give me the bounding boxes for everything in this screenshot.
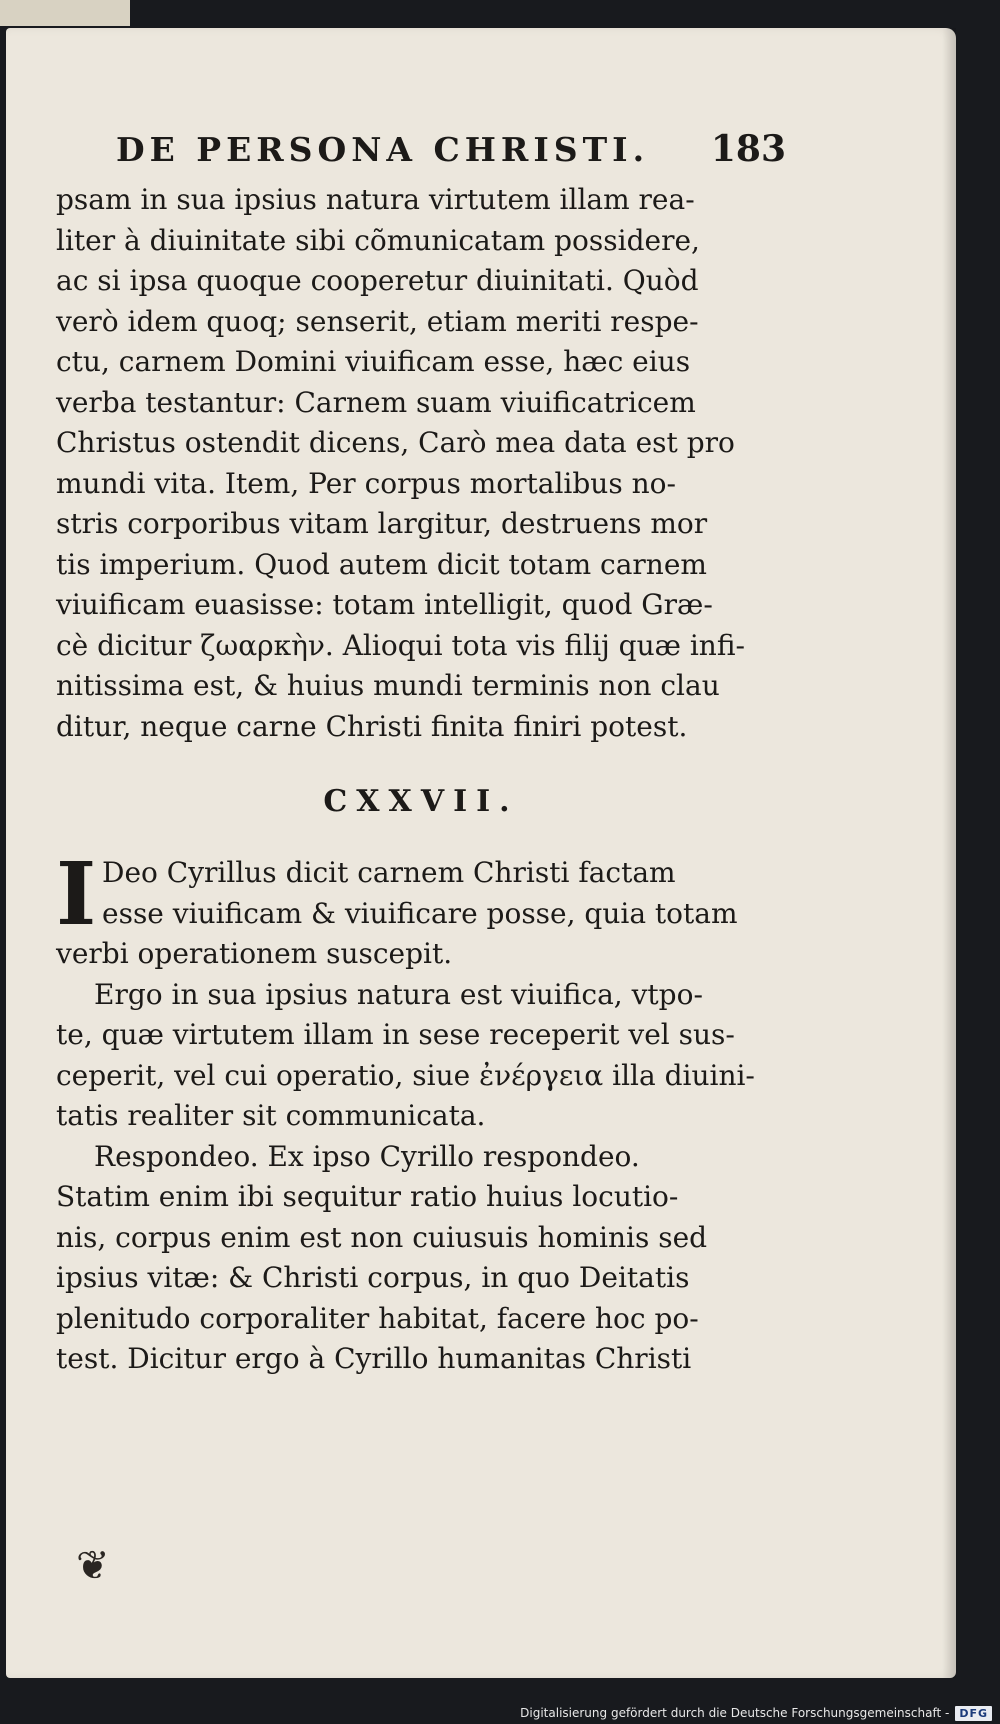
paragraph: [56, 975, 756, 1137]
credit-text: Digitalisierung gefördert durch die Deutsche Forschungsgemeinschaft -: [520, 1706, 950, 1720]
drop-cap: I: [56, 844, 97, 945]
text-line: verò idem quoq; senserit, etiam meriti respe-: [56, 304, 699, 338]
text-line: Ergo in sua ipsius natura est viuifica, vtpo-: [94, 977, 703, 1011]
text-line: Christus ostendit dicens, Carò mea data est pro: [56, 426, 735, 459]
ink-mark-icon: ❦: [76, 1543, 110, 1589]
text-line: cè dicitur ζωαρκὴν. Alioqui tota vis filij quæ infi-: [56, 628, 745, 662]
text-line: viuificam euasisse: totam intelligit, quod Græ-: [56, 588, 713, 621]
paragraph: [56, 1137, 756, 1380]
text-block: [56, 118, 786, 1380]
text-line: te, quæ virtutem illam in sese receperit vel sus-: [56, 1018, 735, 1051]
text-line: ipsius vitæ: & Christi corpus, in quo Deitatis: [56, 1261, 690, 1294]
page-tab-strip: [0, 0, 130, 26]
paragraph-drop-cap: [56, 844, 756, 975]
section-heading: CXXVII.: [323, 784, 519, 819]
text-line: ceperit, vel cui operatio, siue ἐνέργεια illa diuini-: [56, 1058, 755, 1092]
text-line: psam in sua ipsius natura virtutem illam rea-: [56, 183, 695, 216]
running-head: [56, 118, 786, 180]
text-line: ac si ipsa quoque cooperetur diuinitati. Quòd: [56, 264, 699, 297]
text-line: ditur, neque carne Christi finita finiri potest.: [56, 709, 688, 743]
dfg-logo: DFG: [955, 1706, 992, 1721]
page-number: 183: [710, 128, 786, 170]
text-line: liter à diuinitate sibi cõmunicatam possidere,: [56, 223, 700, 257]
text-line: tatis realiter sit communicata.: [56, 1099, 486, 1132]
digitization-credit: [520, 1704, 992, 1722]
text-line: plenitudo corporaliter habitat, facere hoc po-: [56, 1301, 699, 1335]
text-line: stris corporibus vitam largitur, destruens mor: [56, 507, 708, 540]
text-line: Respondeo. Ex ipso Cyrillo respondeo.: [94, 1139, 640, 1173]
text-line: ctu, carnem Domini viuificam esse, hæc eius: [56, 345, 691, 378]
text-line: nitissima est, & huius mundi terminis non clau: [56, 669, 720, 702]
running-head-title: DE PERSONA CHRISTI.: [116, 130, 650, 169]
text-line: verbi operationem suscepit.: [56, 937, 453, 970]
text-line: test. Dicitur ergo à Cyrillo humanitas Christi: [56, 1342, 692, 1375]
paragraph-continued: [56, 180, 756, 747]
text-line: esse viuificam & viuificare posse, quia totam: [102, 896, 738, 930]
text-line: Statim enim ibi sequitur ratio huius locutio-: [56, 1180, 679, 1213]
text-line: Deo Cyrillus dicit carnem Christi factam: [102, 856, 676, 889]
text-line: nis, corpus enim est non cuiusuis hominis sed: [56, 1220, 708, 1254]
text-line: mundi vita. Item, Per corpus mortalibus no-: [56, 466, 676, 500]
text-line: verba testantur: Carnem suam viuificatricem: [56, 385, 696, 419]
book-page: [6, 28, 956, 1678]
text-line: tis imperium. Quod autem dicit totam carnem: [56, 547, 707, 581]
